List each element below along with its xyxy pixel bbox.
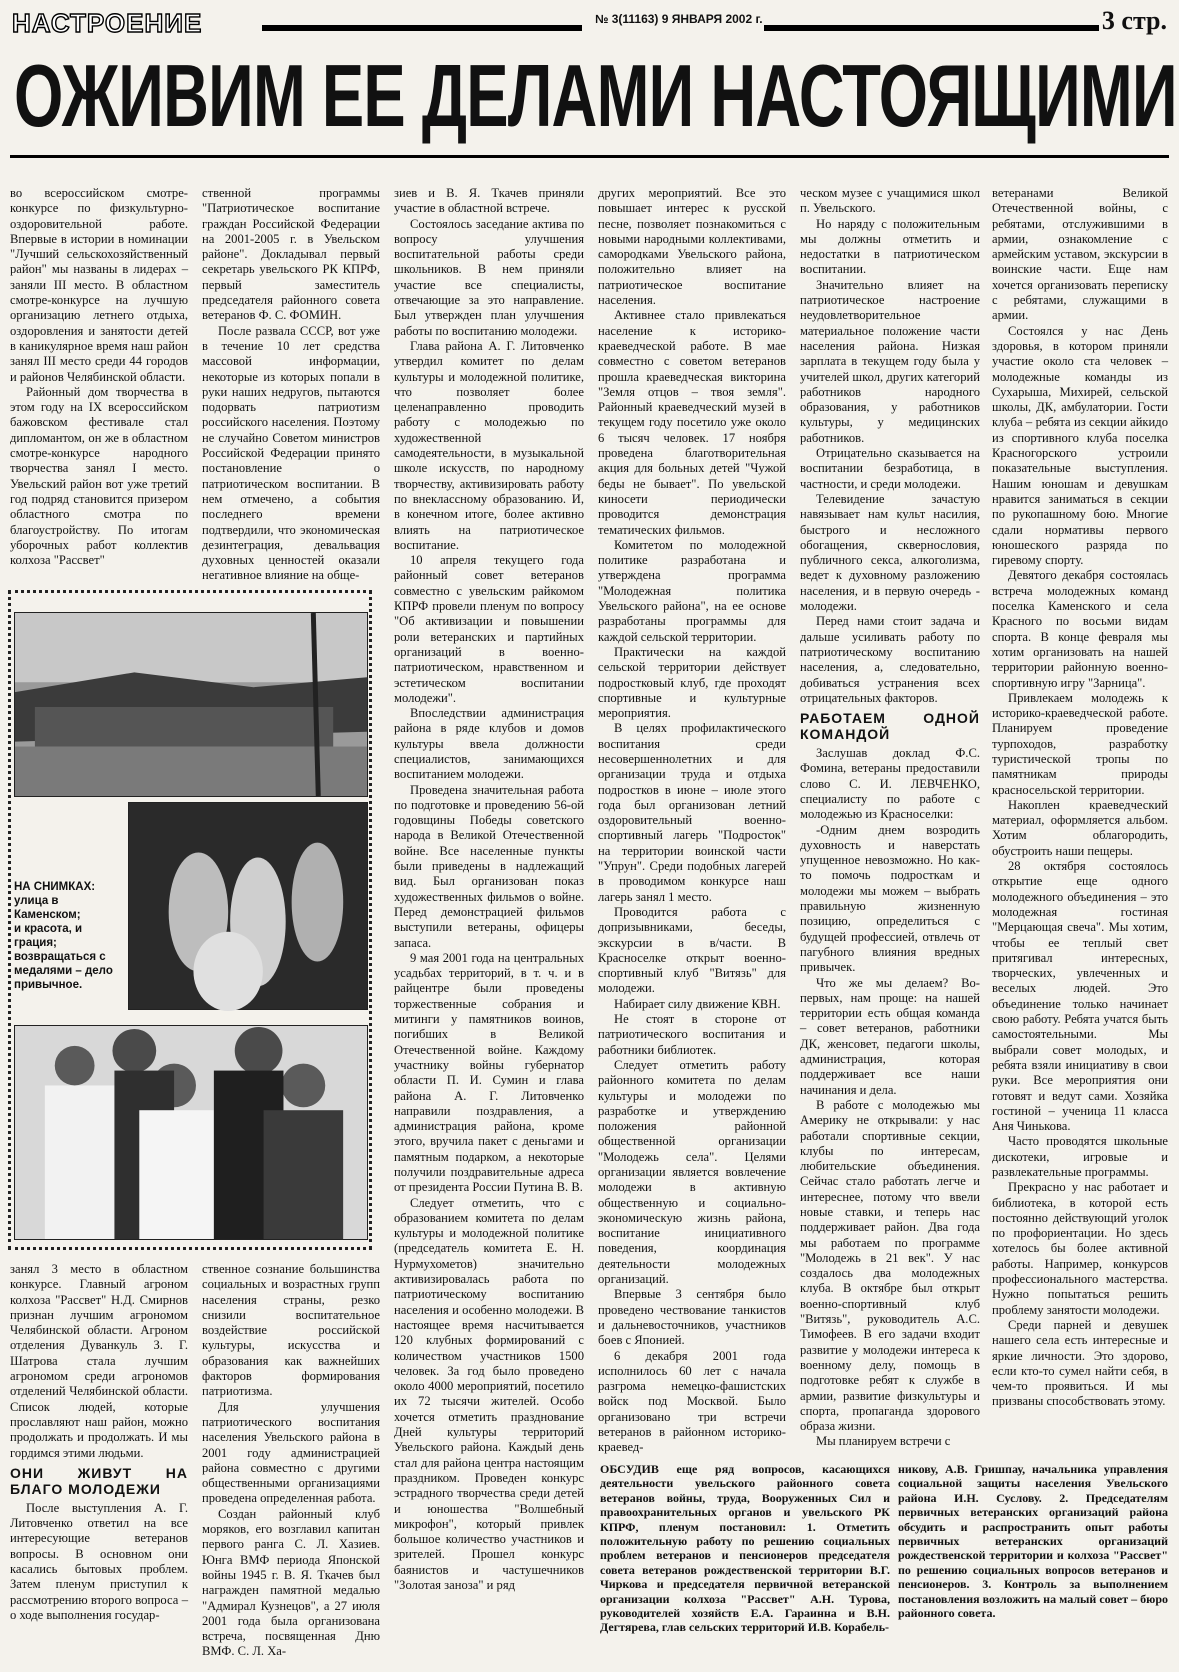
paragraph: Практически на каждой сельской территории действует подростковый клуб, где проходят спортивные и культурные мероприятия. xyxy=(598,644,786,721)
paragraph: 10 апреля текущего года районный совет ветеранов совместно с увельским райкомом КПРФ провели пленум по вопросу "Об активизации и повышении роли ветеранских и партийных организаций в военно-патриотическом, нравственном и эстетическом воспитании молодежи". xyxy=(394,553,584,705)
column-6 xyxy=(992,186,1168,1446)
paragraph: Привлекаем молодежь к историко-краеведческой работе. Планируем проведение турпоходов, разработку туристической тропы по памятникам природы красносельской территории. xyxy=(992,690,1168,797)
header-rule-left xyxy=(262,25,582,31)
column-2-top xyxy=(202,186,380,583)
caption-item: возвращаться с медалями – дело привычное. xyxy=(14,951,113,991)
paragraph: Но наряду с положительным мы должны отметить и недостатки в патриотическом воспитании. xyxy=(800,216,980,277)
paragraph: Среди парней и девушек нашего села есть интересные и яркие личности. Это здорово, если кто-то сумел найти себя, в чем-то проявиться. И мы призваны способствовать этому. xyxy=(992,1317,1168,1409)
photo-medalists xyxy=(14,1025,368,1240)
paragraph: Мы планируем встречи с xyxy=(816,1434,951,1449)
paragraph: Заслушав доклад Ф.С. Фомина, ветераны предоставили слово С. И. ЛЕВЧЕНКО, специалисту по работе с молодежью из Красноселки: xyxy=(800,746,980,822)
paragraph: ческом музее с учащимися школ п. Увельского. xyxy=(800,186,980,216)
paragraph: После развала СССР, вот уже в течение 10 лет средства массовой информации, некоторые из которых попали в руки наших недругов, пытаются подорвать патриотизм российского населения. Поэтому не случайно Советом министров Российской Федерации принято постановление о патриотическом воспитании. В нем отмечено, а события последнего времени подтвердили, что экономическая дезинтеграция, девальвация духовных ценностей оказали негативное влияние на обще- xyxy=(202,323,380,583)
headline-rule xyxy=(10,155,1169,158)
paragraph: Телевидение зачастую навязывает нам культ насилия, быстрого и несложного обогащения, сквернословия, публичного секса, алкоголизма, ведет к духовному разложению населения, и в первую очередь - молодежи. xyxy=(800,491,980,614)
paragraph: ственное сознание большинства социальных и возрастных групп населения страны, резко снизили воспитательное воздействие российской культуры, искусства и образования как важнейших факторов формирования патриотизма. xyxy=(202,1262,380,1399)
paragraph: никову, А.В. Гришпау, начальника управления социальной защиты населения Увельского района И.Н. Суслову. 2. Председателям первичных ветеранских организаций района обсудить и распространить опыт работы первичных ветеранских организаций рождественской территории и колхоза "Рассвет" по решению социальных вопросов ветеранов и пенсионеров. 3. Контроль за выполнением постановления возложить на малый совет – бюро районного совета. xyxy=(898,1462,1168,1621)
paragraph: ветеранами Великой Отечественной войны, с ребятами, отслужившими в армии, ознакомление с армейским уставом, экскурсии в воинские части. Еще нам хочется организовать переписку с ребятами, служащими в армии. xyxy=(992,186,1168,323)
paragraph: Часто проводятся школьные дискотеки, игровые и развлекательные программы. xyxy=(992,1134,1168,1179)
paragraph: Комитетом по молодежной политике разработана и утверждена программа "Молодежная политика Увельского района", на ее основе разработаны программы для каждой сельской территории. xyxy=(598,537,786,644)
caption-item: и красота, и грация; xyxy=(14,923,83,949)
paragraph: ственной программы "Патриотическое воспитание граждан Российской Федерации на 2001-2005 г. в Увельском районе". Докладывал первый секретарь увельского РК КПРФ, первый заместитель председателя районного совета ветеранов Ф. С. ФОМИН. xyxy=(202,186,380,323)
caption-title: НА СНИМКАХ: xyxy=(14,881,96,893)
column-1-bottom xyxy=(10,1262,188,1670)
paragraph: Районный дом творчества в этом году на IX всероссийском бажовском фестивале стал дипломантом, он же в областном смотре-конкурсе народного творчества занял I место. Увельский район вот уже третий год подряд становится призером областного смотра по благоустройству. По итогам уборочных работ коллектив колхоза "Рассвет" xyxy=(10,384,188,568)
page-number: 3 стр. xyxy=(1101,6,1167,35)
page-header xyxy=(12,8,1167,40)
subheading: РАБОТАЕМ ОДНОЙ КОМАНДОЙ xyxy=(800,710,980,743)
caption-item: улица в Каменском; xyxy=(14,895,81,921)
paragraph: во всероссийском смотре-конкурсе по физкультурно-оздоровительной работе. Впервые в истории в номинации "Лучший сельскохозяйственный район" мы названы в лидерах – заняли III место. В областном смотре-конкурсе на лучшую организацию летнего отдыха, оздоровления и занятости детей в каникулярное время наш район занял III место среди 44 городов и районов Челябинской области. xyxy=(10,186,188,384)
paragraph: ОБСУДИВ еще ряд вопросов, касающихся деятельности увельского районного совета ветеранов войны, труда, Вооруженных Сил и правоохранительных органов и увельского РК КПРФ, пленум постановил: 1. Отметить положительную работу по решению социальных проблем ветеранов и пенсионеров председателя совета ветеранов рождественской территории В.Г. Чиркова и председателя первичной ветеранской организации колхоза "Рассвет" А.Н. Турова, руководителей хозяйств Е.А. Гараинна и В.Н. Дегтярева, глав сельских территорий И.В. Корабель- xyxy=(600,1462,890,1635)
photo-dancers xyxy=(128,802,368,1010)
column-1-top xyxy=(10,186,188,574)
paragraph: Перед нами стоит задача и дальше усиливать работу по патриотическому воспитанию населения, а, следовательно, добиваться устранения всех отрицательных факторов. xyxy=(800,614,980,705)
column-2-bottom xyxy=(202,1262,380,1670)
rubric-title: НАСТРОЕНИЕ xyxy=(12,8,203,38)
paragraph: -Одним днем возродить духовность и наверстать упущенное невозможно. Но как-то помочь подросткам и молодежи мы можем – выбрать правильную жизненную позицию, определиться с будущей профессией, отвлечь от пагубного влияния вредных привычек. xyxy=(800,822,980,975)
resolution-right xyxy=(898,1462,1168,1670)
paragraph: занял 3 место в областном конкурсе. Главный агроном колхоза "Рассвет" Н.Д. Смирнов признан лучшим агрономом Челябинской области. Агроном отделения Дуванкуль З. Г. Шатрова стала лучшим агрономом среди агрономов отделений Челябинской области. Список людей, которые прославляют наш район, можно продолжать и продолжать. И мы гордимся этими людьми. xyxy=(10,1262,188,1460)
column-3 xyxy=(394,186,584,1670)
paragraph: Набирает силу движение КВН. xyxy=(614,996,781,1011)
paragraph: Накоплен краеведческий материал, оформляется альбом. Хотим облагородить, обустроить наши пещеры. xyxy=(992,797,1168,858)
paragraph: Не стоят в стороне от патриотического воспитания и работники библиотек. xyxy=(598,1012,786,1057)
paragraph: Проводится работа с допризывниками, беседы, экскурсии в в/части. В Красноселке открыт военно-спортивный клуб "Витязь" для молодежи. xyxy=(598,904,786,996)
issue-info: № 3(11163) 9 ЯНВАРЯ 2002 г. xyxy=(595,12,763,26)
paragraph: Проведена значительная работа по подготовке и проведению 56-ой годовщины Победы советского народа в Великой Отечественной войне. Все населенные пункты были приведены в надлежащий вид. Был организован показ художественных фильмов о войне. Перед демонстрацией фильмов выступили ветераны, офицеры запаса. xyxy=(394,782,584,950)
paragraph: 6 декабря 2001 года исполнилось 60 лет с начала разгрома немецко-фашистских войск под Москвой. Было организовано три встречи ветеранов в районном историко-краевед- xyxy=(598,1348,786,1455)
paragraph: Состоялось заседание актива по вопросу улучшения воспитательной работы среди школьников. В нем приняли участие все специалисты, отвечающие за это направление. Был утвержден план улучшения работы по воспитанию молодежи. xyxy=(394,216,584,338)
paragraph: Создан районный клуб моряков, его возглавил капитан первого ранга С. Л. Хазиев. Юнга ВМФ периода Японской войны 1945 г. В. Я. Ткачев был награжден памятной медалью "Адмирал Кузнецов", а 27 июля 2001 года была организована встреча, посвященная Дню ВМФ. С. Л. Ха- xyxy=(202,1506,380,1659)
paragraph: Значительно влияет на патриотическое настроение неудовлетворительное материальное положение части населения района. Низкая зарплата в текущем году была у учителей школ, других категорий работников народного образования, у работников культуры, у медицинских работников. xyxy=(800,277,980,445)
photo-caption xyxy=(14,880,127,992)
paragraph: зиев и В. Я. Ткачев приняли участие в областной встрече. xyxy=(394,186,584,216)
paragraph: Прекрасно у нас работает и библиотека, в которой есть постоянно действующий уголок по профориентации. Но здесь хотелось бы более активной работы. Например, конкурсов профессионального мастерства. Нужно попытаться решить проблему занятости молодежи. xyxy=(992,1180,1168,1317)
paragraph: В работе с молодежью мы Америку не открывали: у нас работали спортивные секции, клубы по интересам, любительские объединения. Сейчас стало работать легче и интереснее, потому что ввели новые ставки, и теперь нас поддерживает район. Два года мы работаем по программе "Молодежь в 21 век". У нас создалось два молодежных клуба. В октябре был открыт военно-спортивный клуб "Витязь", руководитель А.С. Тимофеев. В его задачи входит развитие у молодежи интереса к военному делу, помощь в подготовке ребят к службе в армии, развитие физкультуры и спорта, пропаганда здорового образа жизни. xyxy=(800,1097,980,1434)
resolution-left xyxy=(600,1462,890,1670)
paragraph: В целях профилактического воспитания среди несовершеннолетних и для организации труда и отдыха подростков в июне – июле этого года был организован летний оздоровительный военно-спортивный лагерь "Подросток" на территории воинской части "Упрун". Среди подобных лагерей в проводимом конкурсе наш лагерь занял 1 место. xyxy=(598,721,786,904)
paragraph: Следует отметить работу районного комитета по делам культуры и молодежи по разработке и утверждению положения районной общественной организации "Молодежь села". Целями организации является вовлечение молодежи в активную общественную и социально-экономическую жизнь района, воспитание инициативного поведения, координация деятельности молодежных организаций. xyxy=(598,1057,786,1287)
paragraph: Состоялся у нас День здоровья, в котором приняли участие около ста человек – молодежные команды из Сухарыша, Михирей, сельской школы, ДК, амбулатории. Гости клуба – ребята из секции айкидо из спортивного клуба поселка Красногорского устроили показательные выступления. Нашим юношам и девушкам нравится заниматься в секции по рукопашному бою. Многие сдали нормативы первого юношеского разряда по гиревому спорту. xyxy=(992,323,1168,568)
paragraph: других мероприятий. Все это повышает интерес к русской песне, позволяет познакомиться с новыми народными коллективами, самородками Увельского района, положительно влияет на патриотическое воспитание населения. xyxy=(598,186,786,308)
paragraph: Что же мы делаем? Во-первых, нам проще: на нашей территории есть общая команда – совет ветеранов, работники ДК, женсовет, педагоги школы, администрация, которая поддерживает все наши начинания и дела. xyxy=(800,975,980,1097)
headline: ОЖИВИМ ЕЕ ДЕЛАМИ НАСТОЯЩИМИ xyxy=(14,46,1177,145)
column-4 xyxy=(598,186,786,1455)
paragraph: 28 октября состоялось открытие еще одного молодежного объединения – это молодежная гостиная "Мерцающая свеча". Мы хотим, чтобы ее теплый свет притягивал интересных, творческих, увлеченных и веселых людей. Это объединение только начинает свою работу. Ребята учатся быть самостоятельными. Мы выбрали совет молодых, и ребята взяли инициативу в свои руки. Все мероприятия они готовят и ведут сами. Хозяйка гостиной – ученица 11 класса Аня Чинькова. xyxy=(992,859,1168,1134)
paragraph: 9 мая 2001 года на центральных усадьбах территорий, в т. ч. и в райцентре были проведены торжественные собрания и митинги у памятников воинов, погибших в Великой Отечественной войне. Каждому участнику войны губернатор области П. И. Сумин и глава района А. Г. Литовченко направили поздравления, а администрация района, кроме этого, вручила пакет с деньгами и памятным подарком, а некоторые получили поздравительные адреса от президента России Путина В. В. xyxy=(394,950,584,1195)
paragraph: После выступления А. Г. Литовченко ответил на все интересующие ветеранов вопросы. В основном они касались бытовых проблем. Затем пленум приступил к рассмотрению второго вопроса – о ходе выполнения государ- xyxy=(10,1500,188,1622)
column-5 xyxy=(800,186,980,1449)
paragraph: Следует отметить, что с образованием комитета по делам культуры и молодежной политике (председатель комитета Е. Н. Нурмухометов) значительно активизировалась работа по патриотическому воспитанию населения и особенно молодежи. В настоящее время насчитывается 120 клубных формирований с количеством участников 1500 человек. За год было проведено около 4000 мероприятий, посетило их 72 тысячи жителей. Особо хочется отметить празднование Дней культуры территорий Увельского района. Каждый день стал для района центра настоящим праздником. Проведен конкурс эстрадного творчества среди детей и юношества "Волшебный микрофон", который привлек большое количество участников и зрителей. Прошел конкурс баянистов и частушечников "Золотая заноза" и ряд xyxy=(394,1195,584,1593)
paragraph: Для улучшения патриотического воспитания населения Увельского района в 2001 году администрацией района совместно с другими общественными организациями проведена определенная работа. xyxy=(202,1399,380,1506)
paragraph: Глава района А. Г. Литовченко утвердил комитет по делам культуры и молодежной политике, что позволяет более целенаправленно проводить работу с молодежью по художественной самодеятельности, в музыкальной школе искусств, по народному творчеству, активизировать работу по внеклассному образованию. И, в конечном итоге, более активно влиять на патриотическое воспитание. xyxy=(394,338,584,552)
paragraph: Впоследствии администрация района в ряде клубов и домов культуры ввела должности специалистов, занимающихся воспитанием молодежи. xyxy=(394,706,584,782)
paragraph: Отрицательно сказывается на воспитании безработица, в частности, и среди молодежи. xyxy=(800,446,980,491)
header-rule-right xyxy=(764,25,1099,31)
subheading: ОНИ ЖИВУТ НА БЛАГО МОЛОДЕЖИ xyxy=(10,1464,188,1497)
paragraph: Активнее стало привлекаться население к историко-краеведческой работе. В мае совместно с советом ветеранов прошла краеведческая викторина "Земля отцов – твоя земля". Районный краеведческий музей в текущем году посетило уже около 6 тысяч человек. 17 ноября проведена благотворительная акция для больных детей "Чужой беды не бывает". По увельской киносети периодически проводится демонстрация тематических фильмов. xyxy=(598,308,786,537)
paragraph: Девятого декабря состоялась встреча молодежных команд поселка Каменского и села Красного по восьми видам спорта. В конце февраля мы хотим организовать на нашей территории районную военно-спортивную игру "Зарница". xyxy=(992,568,1168,690)
paragraph: Впервые 3 сентября было проведено чествование танкистов и дальневосточников, участников боев с Японией. xyxy=(598,1287,786,1348)
photo-street xyxy=(14,612,368,797)
